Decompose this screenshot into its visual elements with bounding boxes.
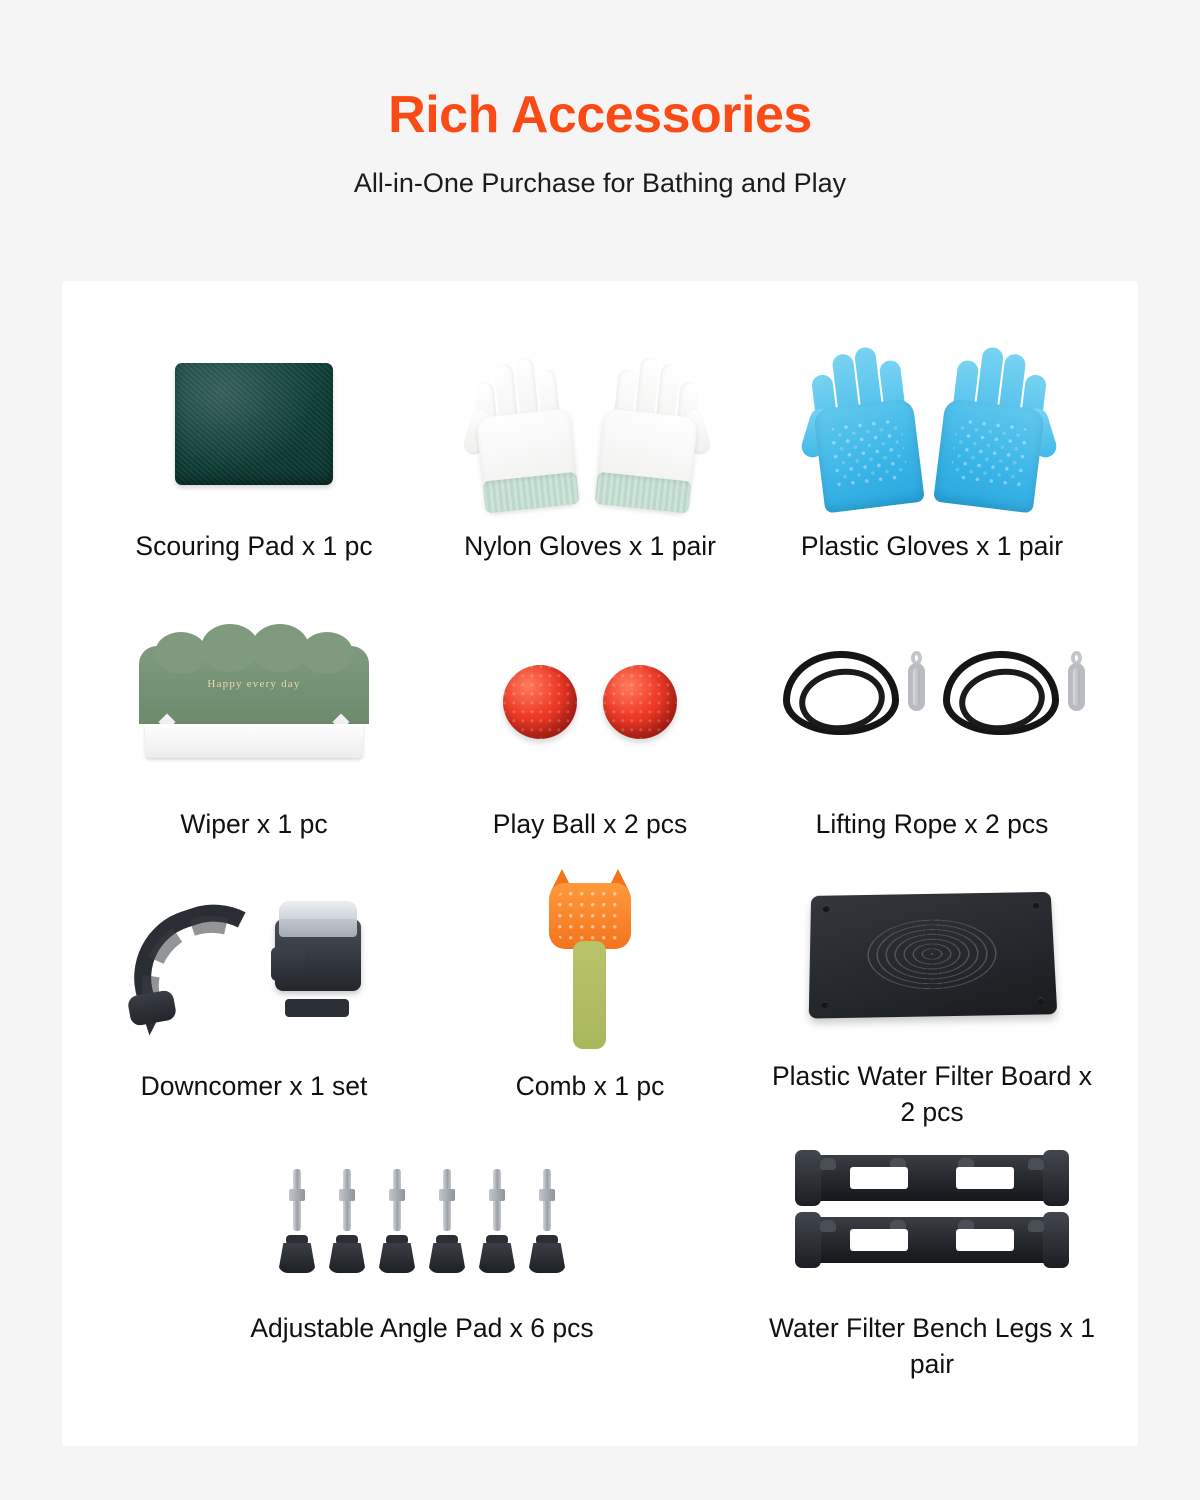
- comb-icon: [420, 859, 760, 1059]
- item-scouring-pad: [84, 329, 424, 565]
- lifting-rope-icon: [762, 607, 1102, 797]
- filter-board-icon: [762, 859, 1102, 1049]
- item-downcomer: [84, 859, 424, 1105]
- scouring-pad-icon: [84, 329, 424, 519]
- item-adjustable-angle-pad: [242, 1141, 602, 1347]
- angle-pad-icon: [252, 1141, 592, 1301]
- item-caption: Wiper x 1 pc: [180, 809, 328, 839]
- item-caption: Play Ball x 2 pcs: [492, 809, 688, 839]
- wiper-label: Happy every day: [207, 678, 301, 690]
- item-play-ball: [420, 607, 760, 843]
- page-subtitle: All-in-One Purchase for Bathing and Play: [353, 167, 847, 198]
- nylon-gloves-icon: [420, 329, 760, 519]
- play-ball-icon: [420, 607, 760, 797]
- item-caption: Scouring Pad x 1 pc: [135, 531, 373, 561]
- accessories-grid: [62, 281, 1138, 1446]
- item-caption: Plastic Water Filter Board x 2 pcs: [771, 1061, 1093, 1127]
- downcomer-icon: [84, 859, 424, 1059]
- item-plastic-gloves: [762, 329, 1102, 565]
- item-plastic-water-filter-board: [762, 859, 1102, 1131]
- item-caption: Comb x 1 pc: [515, 1071, 665, 1101]
- item-caption: Nylon Gloves x 1 pair: [464, 531, 716, 561]
- item-water-filter-bench-legs: [752, 1121, 1112, 1383]
- item-lifting-rope: [762, 607, 1102, 843]
- bench-legs-icon: [762, 1121, 1102, 1301]
- item-caption: Plastic Gloves x 1 pair: [800, 531, 1064, 561]
- wiper-icon: [84, 607, 424, 797]
- item-caption: Adjustable Angle Pad x 6 pcs: [250, 1313, 594, 1343]
- item-comb: [420, 859, 760, 1105]
- page-title: Rich Accessories: [388, 86, 812, 144]
- item-caption: Downcomer x 1 set: [140, 1071, 368, 1101]
- item-caption: Water Filter Bench Legs x 1 pair: [769, 1313, 1095, 1379]
- item-nylon-gloves: [420, 329, 760, 565]
- accessories-card: [62, 281, 1138, 1446]
- plastic-gloves-icon: [762, 329, 1102, 519]
- item-wiper: [84, 607, 424, 843]
- item-caption: Lifting Rope x 2 pcs: [815, 809, 1049, 839]
- page-header: [0, 0, 1200, 199]
